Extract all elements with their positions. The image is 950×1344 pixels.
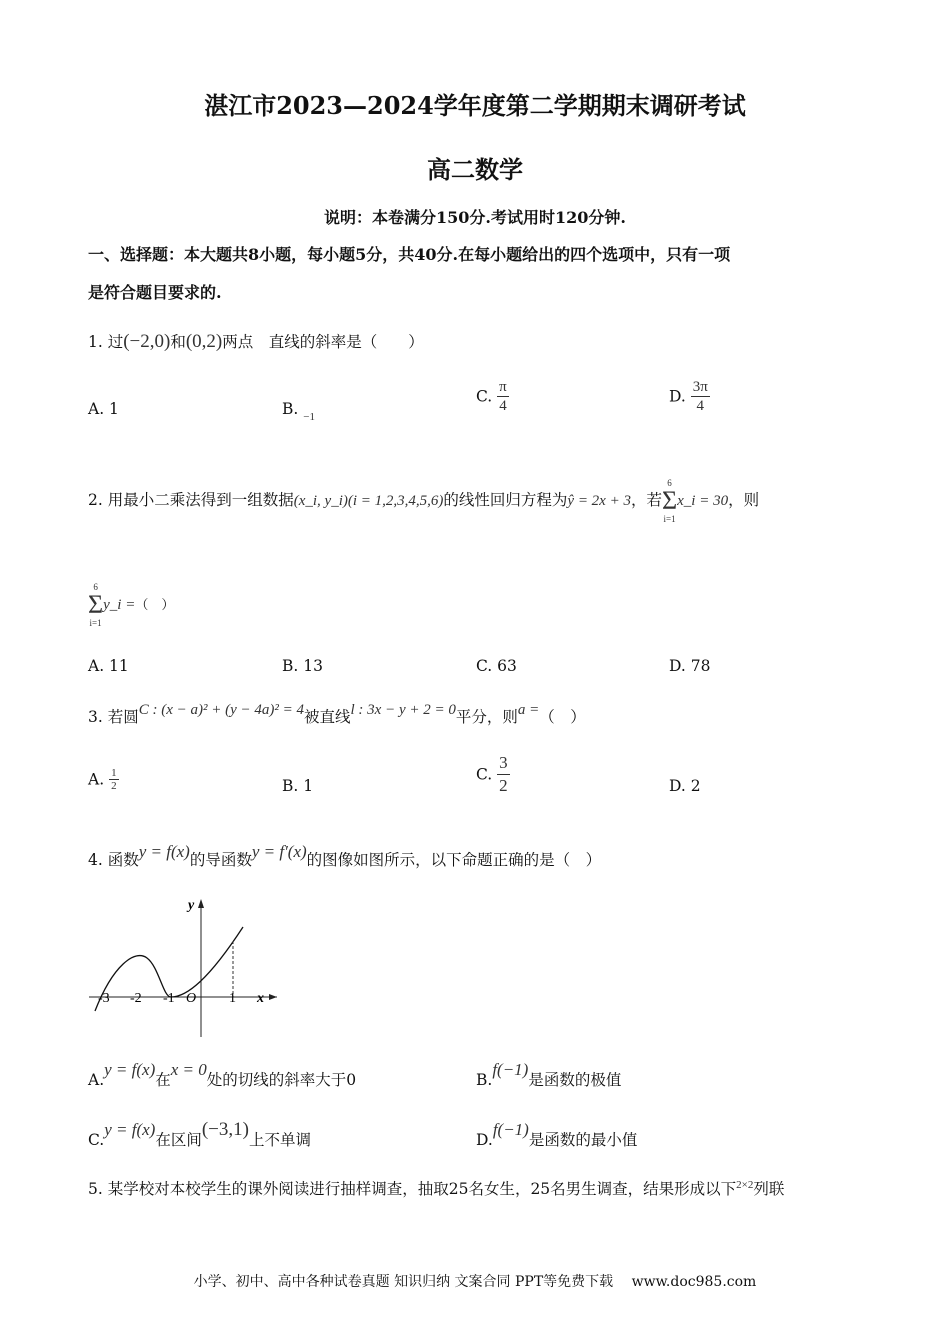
q4-option-a [88, 1058, 357, 1089]
q3-option-a-num: 1 [111, 767, 117, 779]
q4-option-c [88, 1118, 311, 1149]
exam-note: 说明：本卷满分150分.考试用时120分钟. [324, 208, 626, 227]
q2-line2-sum-top: 6 [93, 582, 98, 592]
graph-tick-neg3: -3 [98, 991, 110, 1006]
q4-option-a-text: 处的切线的斜率大于0 [206, 1071, 357, 1089]
q4-option-b-function: f(−1) [492, 1060, 529, 1079]
q4-option-d-function: f(−1) [492, 1120, 529, 1139]
q5-table-size: 2×2 [736, 1179, 754, 1191]
q1-option-d-fraction [691, 378, 710, 415]
q4-function: y = f(x) [138, 842, 190, 861]
q1-option-c-fraction [497, 378, 509, 415]
q4-option-c-text: 上不单调 [248, 1131, 311, 1149]
q3-option-c-num: 3 [497, 752, 510, 775]
q3-option-c-label: C. [476, 765, 493, 784]
q1-option-a: A. 1 [88, 400, 119, 418]
q2-prefix: 2. 用最小二乘法得到一组数据 [88, 491, 294, 509]
q2-mid: 的线性回归方程为 [443, 491, 568, 509]
q2-equation: ŷ = 2x + 3 [567, 493, 631, 509]
q4-option-d-label: D. [476, 1131, 493, 1149]
q4-option-b-label: B. [476, 1071, 493, 1089]
q3-option-a-den: 2 [111, 780, 117, 792]
q2-mid2: ，若 [630, 491, 662, 509]
q4-option-c-function: y = f(x) [104, 1120, 156, 1139]
q3-option-a [88, 767, 119, 792]
q4-option-d [476, 1118, 638, 1149]
q3-option-c-fraction [497, 752, 510, 797]
q1-option-c-den: 4 [499, 398, 507, 414]
q1-option-d [669, 378, 710, 415]
q3-variable: a = [517, 702, 540, 718]
q3-option-c-den: 2 [499, 776, 508, 795]
q1-mid: 和 [170, 333, 186, 351]
graph-origin-label: O [186, 991, 197, 1006]
question-4 [88, 840, 602, 869]
q3-option-d: D. 2 [669, 777, 701, 795]
q1-point-2: (0,2) [185, 331, 223, 352]
q2-end: ，则 [728, 491, 760, 509]
q4-option-a-function: y = f(x) [104, 1060, 156, 1079]
q4-derivative: y = f′(x) [251, 842, 307, 861]
q4-option-c-label: C. [88, 1131, 105, 1149]
q2-option-a: A. 11 [88, 657, 129, 675]
q3-mid2: 平分，则 [455, 708, 518, 726]
q4-option-d-text: 是函数的最小值 [528, 1131, 638, 1149]
q4-option-b [476, 1058, 622, 1089]
q4-option-c-mid: 在区间 [155, 1131, 202, 1149]
q4-suffix: 的图像如图所示，以下命题正确的是（ ） [306, 851, 602, 869]
q1-option-d-label: D. [669, 387, 686, 406]
q5-tail: 列联 [753, 1180, 785, 1198]
q2-sum-bottom: i=1 [663, 514, 676, 524]
q1-prefix: 1. 过 [88, 333, 124, 351]
q3-mid: 被直线 [304, 708, 351, 726]
q4-mid: 的导函数 [189, 851, 252, 869]
question-2 [88, 478, 878, 524]
q1-option-c-label: C. [476, 387, 493, 406]
graph-x-label: x [257, 991, 264, 1006]
question-3 [88, 697, 586, 726]
q4-option-a-label: A. [88, 1071, 105, 1089]
x-axis-arrow [269, 994, 277, 1000]
q3-prefix: 3. 若圆 [88, 708, 139, 726]
graph-tick-neg2: -2 [130, 991, 142, 1006]
question-2-line2 [88, 582, 174, 628]
section-heading-line1: 一、选择题：本大题共8小题，每小题5分，共40分.在每小题给出的四个选项中，只有一项 [88, 245, 731, 264]
q2-sum-top: 6 [667, 478, 672, 488]
q3-option-a-label: A. [88, 770, 105, 789]
question-5 [88, 1177, 784, 1199]
subject-title: 高二数学 [427, 155, 523, 184]
q1-suffix: 两点 直线的斜率是（ ） [222, 333, 424, 351]
q3-option-c [476, 752, 510, 797]
q4-option-a-x: x = 0 [170, 1060, 207, 1079]
q3-option-b: B. 1 [282, 777, 314, 795]
q3-option-a-fraction [109, 767, 119, 792]
question-1 [88, 330, 424, 353]
derivative-graph [85, 895, 285, 1040]
q4-option-a-mid: 在 [155, 1071, 171, 1089]
exam-title: 湛江市2023—2024学年度第二学期期末调研考试 [204, 91, 746, 120]
q4-option-c-interval: (−3,1) [201, 1119, 249, 1140]
q1-option-c [476, 378, 509, 415]
q1-point-1: (−2,0) [123, 331, 171, 352]
q4-option-b-text: 是函数的极值 [528, 1071, 622, 1089]
section-heading-line2: 是符合题目要求的. [88, 283, 222, 302]
q1-option-b-label: B. [282, 400, 299, 418]
page-footer: 小学、初中、高中各种试卷真题 知识归纳 文案合同 PPT等免费下载 www.doc985.com [193, 1274, 757, 1290]
q1-option-d-den: 4 [696, 398, 705, 414]
q5-text: 5. 某学校对本校学生的课外阅读进行抽样调查，抽取25名女生，25名男生调查，结果形成以下 [88, 1180, 737, 1198]
q4-prefix: 4. 函数 [88, 851, 139, 869]
q1-option-c-num: π [499, 379, 507, 395]
q3-tail: （ ） [539, 708, 586, 726]
q2-line2-tail: （ ） [135, 598, 175, 613]
q1-option-b-value: −1 [303, 411, 315, 423]
q3-line-equation: l : 3x − y + 2 = 0 [350, 702, 456, 718]
q2-option-c: C. 63 [476, 657, 517, 675]
graph-tick-neg1: -1 [163, 991, 175, 1006]
q1-option-d-num: 3π [692, 379, 708, 395]
q2-line2-sum-bottom: i=1 [89, 618, 102, 628]
y-axis-arrow [198, 899, 204, 908]
q2-option-b: B. 13 [282, 657, 323, 675]
q2-option-d: D. 78 [669, 657, 711, 675]
q2-line2-sum-symbol: 6 Σ i=1 [88, 582, 104, 628]
q2-sum-symbol: 6 Σ i=1 [661, 478, 678, 524]
q2-line2-expression: y_i = [103, 597, 136, 613]
q1-option-b [282, 400, 315, 423]
graph-y-label: y [188, 898, 195, 913]
q3-circle-equation: C : (x − a)² + (y − 4a)² = 4 [138, 702, 304, 718]
q2-sum-expression: x_i = 30 [677, 493, 729, 509]
q2-data: (x_i, y_i)(i = 1,2,3,4,5,6) [293, 493, 444, 509]
graph-tick-1: 1 [229, 991, 236, 1006]
